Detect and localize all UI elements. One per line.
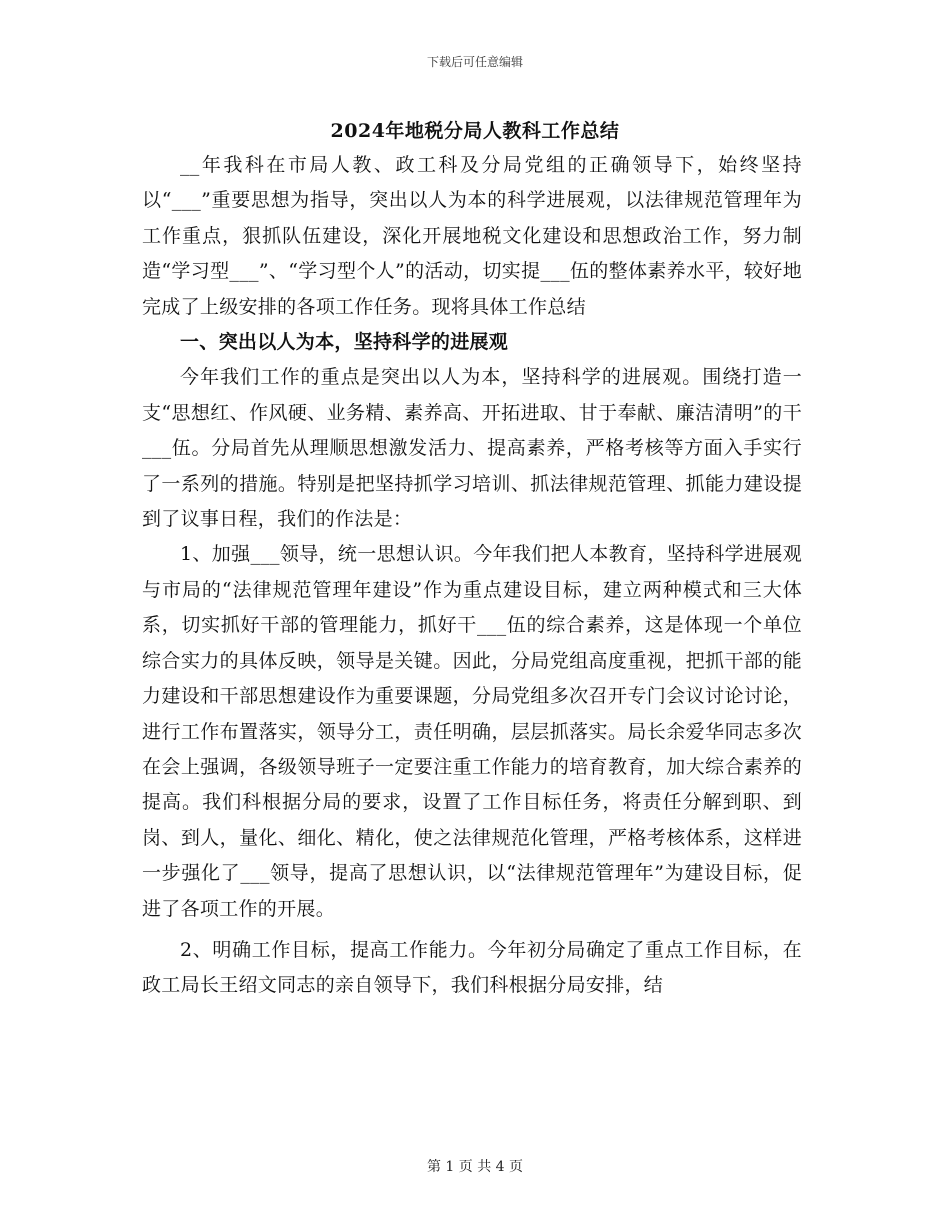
page-number: 第 1 页 共 4 页 <box>426 1159 524 1175</box>
section-paragraph: 今年我们工作的重点是突出以人为本，坚持科学的进展观。围绕打造一支“思想红、作风硬、业务精、素养高、开拓进取、甘于奉献、廉洁清明”的干___伍。分局首先从理顺思想激发活力、提高素养，严格考核等方面入手实行了一系列的措施。特别是把坚持抓学习培训、抓法律规范管理、抓能力建设提到了议事日程，我们的作法是： <box>142 366 802 531</box>
item-paragraph-2: 2、明确工作目标，提高工作能力。今年初分局确定了重点工作目标，在政工局长王绍文同志的亲自领导下，我们科根据分局安排，结 <box>142 938 802 997</box>
item-paragraph-1: 1、加强___领导，统一思想认识。今年我们把人本教育，坚持科学进展观与市局的“法律规范管理年建设”作为重点建设目标，建立两种模式和三大体系，切实抓好干部的管理能力，抓好干___伍的综合素养，这是体现一个单位综合实力的具体反映，领导是关键。因此，分局党组高度重视，把抓干部的能力建设和干部思想建设作为重要课题，分局党组多次召开专门会议讨论讨论，进行工作布置落实，领导分工，责任明确，层层抓落实。局长余爱华同志多次在会上强调，各级领导班子一定要注重工作能力的培育教育，加大综合素养的提高。我们科根据分局的要求，设置了工作目标任务，将责任分解到职、到岗、到人，量化、细化、精化，使之法律规范化管理，严格考核体系，这样进一步强化了___领导，提高了思想认识，以“法律规范管理年”为建设目标，促进了各项工作的开展。 <box>142 543 802 920</box>
page-header-note: 下载后可任意编辑 <box>426 55 523 69</box>
document-body <box>142 148 802 1004</box>
intro-paragraph: __年我科在市局人教、政工科及分局党组的正确领导下，始终坚持以“___”重要思想为指导，突出以人为本的科学进展观，以法律规范管理年为工作重点，狠抓队伍建设，深化开展地税文化建设和思想政治工作，努力制造“学习型___”、“学习型个人”的活动，切实提___伍的整体素养水平，较好地完成了上级安排的各项工作任务。现将具体工作总结 <box>142 154 802 318</box>
section-heading: 一、突出以人为本，坚持科学的进展观 <box>180 331 509 354</box>
document-title: 2024年地税分局人教科工作总结 <box>330 120 620 142</box>
